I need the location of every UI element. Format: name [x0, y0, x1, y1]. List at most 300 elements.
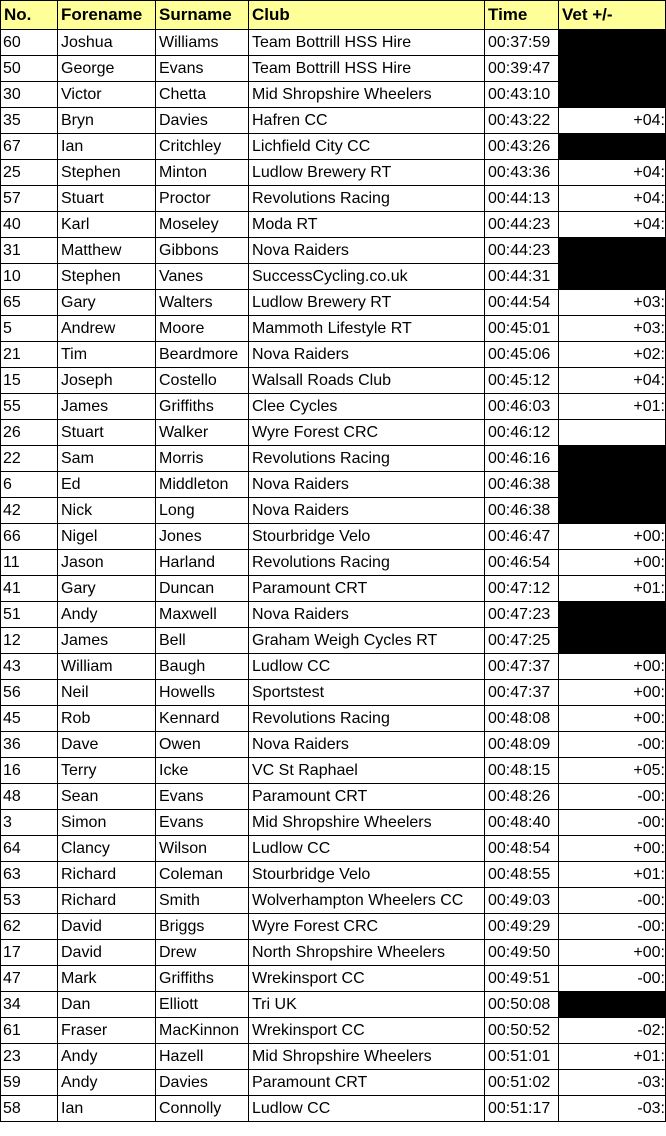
rider-number: 25	[1, 160, 58, 186]
rider-forename: Andy	[58, 1044, 156, 1070]
vet-blank-cell	[559, 446, 666, 472]
table-row	[1, 680, 666, 706]
rider-vet-standard: -00:	[559, 732, 666, 758]
rider-club: Nova Raiders	[249, 238, 485, 264]
rider-number: 6	[1, 472, 58, 498]
table-row	[1, 888, 666, 914]
rider-forename: Clancy	[58, 836, 156, 862]
rider-time: 00:48:09	[485, 732, 559, 758]
rider-number: 56	[1, 680, 58, 706]
rider-forename: Fraser	[58, 1018, 156, 1044]
rider-number: 62	[1, 914, 58, 940]
header-no: No.	[1, 1, 58, 30]
rider-vet-standard: -00:	[559, 810, 666, 836]
rider-vet-standard: +04:	[559, 108, 666, 134]
rider-club: Sportstest	[249, 680, 485, 706]
table-row	[1, 940, 666, 966]
rider-number: 11	[1, 550, 58, 576]
rider-time: 00:50:52	[485, 1018, 559, 1044]
rider-club: Moda RT	[249, 212, 485, 238]
rider-club: Ludlow Brewery RT	[249, 290, 485, 316]
rider-number: 64	[1, 836, 58, 862]
rider-time: 00:43:36	[485, 160, 559, 186]
header-vet: Vet +/-	[559, 1, 666, 30]
rider-club: Ludlow CC	[249, 836, 485, 862]
rider-forename: Richard	[58, 888, 156, 914]
rider-time: 00:45:01	[485, 316, 559, 342]
rider-forename: Richard	[58, 862, 156, 888]
table-row	[1, 134, 666, 160]
rider-vet-standard: -00:	[559, 888, 666, 914]
rider-time: 00:44:54	[485, 290, 559, 316]
rider-vet-standard: +01:	[559, 394, 666, 420]
rider-forename: Sean	[58, 784, 156, 810]
rider-surname: Moore	[156, 316, 249, 342]
rider-surname: Costello	[156, 368, 249, 394]
rider-number: 66	[1, 524, 58, 550]
rider-forename: Stuart	[58, 186, 156, 212]
rider-vet-standard: +00:	[559, 836, 666, 862]
rider-number: 17	[1, 940, 58, 966]
rider-time: 00:47:37	[485, 654, 559, 680]
rider-surname: Connolly	[156, 1096, 249, 1122]
rider-forename: Gary	[58, 576, 156, 602]
rider-time: 00:48:40	[485, 810, 559, 836]
rider-vet-standard: +00:	[559, 654, 666, 680]
rider-number: 3	[1, 810, 58, 836]
rider-forename: Andy	[58, 602, 156, 628]
rider-number: 55	[1, 394, 58, 420]
rider-surname: Morris	[156, 446, 249, 472]
table-row	[1, 238, 666, 264]
table-row	[1, 108, 666, 134]
rider-number: 10	[1, 264, 58, 290]
rider-surname: Walters	[156, 290, 249, 316]
rider-time: 00:47:23	[485, 602, 559, 628]
vet-blank-cell	[559, 82, 666, 108]
rider-number: 50	[1, 56, 58, 82]
rider-club: Paramount CRT	[249, 784, 485, 810]
rider-time: 00:44:31	[485, 264, 559, 290]
rider-time: 00:48:54	[485, 836, 559, 862]
rider-number: 48	[1, 784, 58, 810]
rider-vet-standard: -00:	[559, 914, 666, 940]
rider-time: 00:48:15	[485, 758, 559, 784]
rider-forename: Neil	[58, 680, 156, 706]
rider-forename: Nick	[58, 498, 156, 524]
rider-time: 00:47:12	[485, 576, 559, 602]
rider-vet-standard: +00:	[559, 550, 666, 576]
rider-surname: Maxwell	[156, 602, 249, 628]
rider-time: 00:44:23	[485, 238, 559, 264]
rider-number: 53	[1, 888, 58, 914]
rider-forename: Andy	[58, 1070, 156, 1096]
rider-vet-standard: -03:	[559, 1070, 666, 1096]
rider-number: 36	[1, 732, 58, 758]
rider-vet-standard: +00:	[559, 706, 666, 732]
rider-time: 00:46:47	[485, 524, 559, 550]
rider-surname: Chetta	[156, 82, 249, 108]
rider-vet-standard: +04:	[559, 212, 666, 238]
rider-club: Revolutions Racing	[249, 550, 485, 576]
rider-vet-standard: +03:	[559, 316, 666, 342]
vet-blank-cell	[559, 602, 666, 628]
table-row	[1, 914, 666, 940]
rider-club: Paramount CRT	[249, 1070, 485, 1096]
table-row	[1, 966, 666, 992]
rider-number: 61	[1, 1018, 58, 1044]
rider-surname: Long	[156, 498, 249, 524]
rider-surname: Jones	[156, 524, 249, 550]
rider-surname: Duncan	[156, 576, 249, 602]
rider-time: 00:46:38	[485, 498, 559, 524]
rider-number: 21	[1, 342, 58, 368]
rider-vet-standard: +01:	[559, 1044, 666, 1070]
table-row	[1, 342, 666, 368]
rider-time: 00:46:54	[485, 550, 559, 576]
rider-club: Wrekinsport CC	[249, 966, 485, 992]
rider-time: 00:48:26	[485, 784, 559, 810]
rider-club: Wolverhampton Wheelers CC	[249, 888, 485, 914]
table-row	[1, 394, 666, 420]
rider-forename: Sam	[58, 446, 156, 472]
rider-time: 00:49:29	[485, 914, 559, 940]
rider-number: 58	[1, 1096, 58, 1122]
rider-forename: George	[58, 56, 156, 82]
rider-club: Clee Cycles	[249, 394, 485, 420]
rider-club: Mid Shropshire Wheelers	[249, 1044, 485, 1070]
rider-forename: Bryn	[58, 108, 156, 134]
rider-forename: Tim	[58, 342, 156, 368]
table-row	[1, 810, 666, 836]
rider-number: 23	[1, 1044, 58, 1070]
rider-vet-standard: +04:	[559, 368, 666, 394]
rider-time: 00:45:12	[485, 368, 559, 394]
rider-time: 00:46:38	[485, 472, 559, 498]
table-row	[1, 498, 666, 524]
rider-time: 00:48:08	[485, 706, 559, 732]
rider-time: 00:51:17	[485, 1096, 559, 1122]
rider-surname: Coleman	[156, 862, 249, 888]
rider-surname: Davies	[156, 1070, 249, 1096]
rider-forename: William	[58, 654, 156, 680]
rider-surname: Harland	[156, 550, 249, 576]
rider-time: 00:44:13	[485, 186, 559, 212]
rider-number: 34	[1, 992, 58, 1018]
rider-number: 63	[1, 862, 58, 888]
rider-club: Nova Raiders	[249, 342, 485, 368]
rider-number: 47	[1, 966, 58, 992]
rider-forename: James	[58, 394, 156, 420]
table-row	[1, 30, 666, 56]
rider-club: Walsall Roads Club	[249, 368, 485, 394]
table-row	[1, 602, 666, 628]
rider-time: 00:49:03	[485, 888, 559, 914]
rider-surname: Drew	[156, 940, 249, 966]
rider-number: 45	[1, 706, 58, 732]
table-row	[1, 446, 666, 472]
rider-surname: MacKinnon	[156, 1018, 249, 1044]
rider-number: 57	[1, 186, 58, 212]
rider-surname: Middleton	[156, 472, 249, 498]
rider-number: 42	[1, 498, 58, 524]
rider-forename: Nigel	[58, 524, 156, 550]
rider-time: 00:48:55	[485, 862, 559, 888]
rider-forename: Dan	[58, 992, 156, 1018]
table-row	[1, 290, 666, 316]
rider-club: VC St Raphael	[249, 758, 485, 784]
rider-time: 00:43:26	[485, 134, 559, 160]
rider-number: 16	[1, 758, 58, 784]
rider-forename: Ed	[58, 472, 156, 498]
rider-number: 40	[1, 212, 58, 238]
rider-vet-standard: +01:	[559, 576, 666, 602]
rider-surname: Briggs	[156, 914, 249, 940]
table-row	[1, 472, 666, 498]
header-row	[1, 1, 666, 30]
rider-surname: Icke	[156, 758, 249, 784]
rider-time: 00:50:08	[485, 992, 559, 1018]
rider-vet-standard: +05:	[559, 758, 666, 784]
rider-club: Mammoth Lifestyle RT	[249, 316, 485, 342]
rider-club: Team Bottrill HSS Hire	[249, 56, 485, 82]
rider-time: 00:46:16	[485, 446, 559, 472]
rider-surname: Vanes	[156, 264, 249, 290]
rider-surname: Moseley	[156, 212, 249, 238]
rider-number: 22	[1, 446, 58, 472]
rider-forename: Matthew	[58, 238, 156, 264]
rider-surname: Minton	[156, 160, 249, 186]
rider-forename: Mark	[58, 966, 156, 992]
vet-blank-cell	[559, 472, 666, 498]
rider-surname: Williams	[156, 30, 249, 56]
rider-number: 26	[1, 420, 58, 446]
rider-surname: Griffiths	[156, 394, 249, 420]
rider-surname: Baugh	[156, 654, 249, 680]
rider-surname: Evans	[156, 56, 249, 82]
rider-surname: Walker	[156, 420, 249, 446]
rider-club: SuccessCycling.co.uk	[249, 264, 485, 290]
vet-blank-cell	[559, 992, 666, 1018]
rider-surname: Gibbons	[156, 238, 249, 264]
rider-surname: Smith	[156, 888, 249, 914]
rider-forename: Ian	[58, 134, 156, 160]
rider-number: 30	[1, 82, 58, 108]
rider-vet-standard: +00:	[559, 940, 666, 966]
rider-forename: Karl	[58, 212, 156, 238]
rider-vet-standard: +04:	[559, 186, 666, 212]
rider-club: Ludlow CC	[249, 1096, 485, 1122]
rider-time: 00:39:47	[485, 56, 559, 82]
rider-club: Wyre Forest CRC	[249, 420, 485, 446]
rider-vet-standard: +02:	[559, 342, 666, 368]
rider-forename: Gary	[58, 290, 156, 316]
rider-forename: Joseph	[58, 368, 156, 394]
table-row	[1, 420, 666, 446]
rider-time: 00:46:12	[485, 420, 559, 446]
rider-surname: Bell	[156, 628, 249, 654]
rider-club: Tri UK	[249, 992, 485, 1018]
table-row	[1, 784, 666, 810]
rider-surname: Hazell	[156, 1044, 249, 1070]
table-row	[1, 836, 666, 862]
rider-number: 59	[1, 1070, 58, 1096]
table-row	[1, 1044, 666, 1070]
rider-vet-standard: -00:	[559, 966, 666, 992]
rider-forename: Stuart	[58, 420, 156, 446]
rider-club: Lichfield City CC	[249, 134, 485, 160]
rider-number: 15	[1, 368, 58, 394]
rider-time: 00:43:10	[485, 82, 559, 108]
rider-club: Ludlow Brewery RT	[249, 160, 485, 186]
rider-number: 65	[1, 290, 58, 316]
table-row	[1, 992, 666, 1018]
rider-time: 00:49:51	[485, 966, 559, 992]
rider-time: 00:43:22	[485, 108, 559, 134]
header-time: Time	[485, 1, 559, 30]
rider-surname: Proctor	[156, 186, 249, 212]
table-row	[1, 368, 666, 394]
rider-surname: Howells	[156, 680, 249, 706]
vet-blank-cell	[559, 264, 666, 290]
rider-vet-standard: +00:	[559, 680, 666, 706]
header-club: Club	[249, 1, 485, 30]
rider-club: Wrekinsport CC	[249, 1018, 485, 1044]
rider-forename: Terry	[58, 758, 156, 784]
rider-club: Paramount CRT	[249, 576, 485, 602]
table-row	[1, 316, 666, 342]
rider-time: 00:44:23	[485, 212, 559, 238]
rider-surname: Evans	[156, 810, 249, 836]
rider-number: 31	[1, 238, 58, 264]
rider-forename: James	[58, 628, 156, 654]
rider-surname: Elliott	[156, 992, 249, 1018]
rider-time: 00:49:50	[485, 940, 559, 966]
rider-surname: Owen	[156, 732, 249, 758]
rider-time: 00:51:01	[485, 1044, 559, 1070]
rider-number: 67	[1, 134, 58, 160]
rider-number: 5	[1, 316, 58, 342]
rider-time: 00:45:06	[485, 342, 559, 368]
rider-surname: Griffiths	[156, 966, 249, 992]
table-row	[1, 1018, 666, 1044]
rider-time: 00:47:25	[485, 628, 559, 654]
rider-club: Ludlow CC	[249, 654, 485, 680]
rider-club: North Shropshire Wheelers	[249, 940, 485, 966]
rider-surname: Beardmore	[156, 342, 249, 368]
rider-forename: Andrew	[58, 316, 156, 342]
table-row	[1, 82, 666, 108]
rider-club: Team Bottrill HSS Hire	[249, 30, 485, 56]
rider-forename: Stephen	[58, 160, 156, 186]
rider-vet-standard: -03:	[559, 1096, 666, 1122]
table-row	[1, 758, 666, 784]
rider-number: 35	[1, 108, 58, 134]
rider-vet-standard: +01:	[559, 862, 666, 888]
vet-blank-cell	[559, 238, 666, 264]
table-row	[1, 212, 666, 238]
rider-vet-standard: -02:	[559, 1018, 666, 1044]
rider-club: Nova Raiders	[249, 498, 485, 524]
rider-vet-standard: +00:	[559, 524, 666, 550]
rider-surname: Kennard	[156, 706, 249, 732]
rider-club: Stourbridge Velo	[249, 524, 485, 550]
rider-forename: David	[58, 940, 156, 966]
rider-forename: Stephen	[58, 264, 156, 290]
rider-club: Wyre Forest CRC	[249, 914, 485, 940]
table-row	[1, 732, 666, 758]
rider-club: Nova Raiders	[249, 602, 485, 628]
vet-blank-cell	[559, 30, 666, 56]
rider-forename: Jason	[58, 550, 156, 576]
rider-club: Hafren CC	[249, 108, 485, 134]
rider-time: 00:37:59	[485, 30, 559, 56]
vet-blank-cell	[559, 498, 666, 524]
table-row	[1, 186, 666, 212]
rider-surname: Wilson	[156, 836, 249, 862]
table-row	[1, 1070, 666, 1096]
rider-number: 43	[1, 654, 58, 680]
rider-number: 12	[1, 628, 58, 654]
table-row	[1, 56, 666, 82]
rider-surname: Critchley	[156, 134, 249, 160]
rider-number: 41	[1, 576, 58, 602]
table-row	[1, 264, 666, 290]
rider-vet-standard: -00:	[559, 784, 666, 810]
vet-blank-cell	[559, 134, 666, 160]
rider-number: 60	[1, 30, 58, 56]
rider-vet-standard: +03:	[559, 290, 666, 316]
rider-vet-standard	[559, 420, 666, 446]
rider-surname: Davies	[156, 108, 249, 134]
rider-club: Mid Shropshire Wheelers	[249, 810, 485, 836]
rider-time: 00:46:03	[485, 394, 559, 420]
rider-time: 00:47:37	[485, 680, 559, 706]
header-forename: Forename	[58, 1, 156, 30]
vet-blank-cell	[559, 56, 666, 82]
rider-forename: Joshua	[58, 30, 156, 56]
rider-forename: Simon	[58, 810, 156, 836]
vet-blank-cell	[559, 628, 666, 654]
rider-forename: Victor	[58, 82, 156, 108]
rider-forename: David	[58, 914, 156, 940]
rider-surname: Evans	[156, 784, 249, 810]
rider-club: Revolutions Racing	[249, 186, 485, 212]
table-row	[1, 160, 666, 186]
rider-club: Stourbridge Velo	[249, 862, 485, 888]
rider-club: Graham Weigh Cycles RT	[249, 628, 485, 654]
rider-number: 51	[1, 602, 58, 628]
rider-forename: Dave	[58, 732, 156, 758]
rider-forename: Ian	[58, 1096, 156, 1122]
results-body	[1, 30, 666, 1122]
rider-forename: Rob	[58, 706, 156, 732]
table-row	[1, 576, 666, 602]
table-row	[1, 654, 666, 680]
table-row	[1, 706, 666, 732]
rider-vet-standard: +04:	[559, 160, 666, 186]
table-row	[1, 524, 666, 550]
rider-time: 00:51:02	[485, 1070, 559, 1096]
rider-club: Revolutions Racing	[249, 446, 485, 472]
table-row	[1, 550, 666, 576]
rider-club: Nova Raiders	[249, 472, 485, 498]
rider-club: Mid Shropshire Wheelers	[249, 82, 485, 108]
rider-club: Nova Raiders	[249, 732, 485, 758]
table-row	[1, 1096, 666, 1122]
header-surname: Surname	[156, 1, 249, 30]
table-row	[1, 628, 666, 654]
